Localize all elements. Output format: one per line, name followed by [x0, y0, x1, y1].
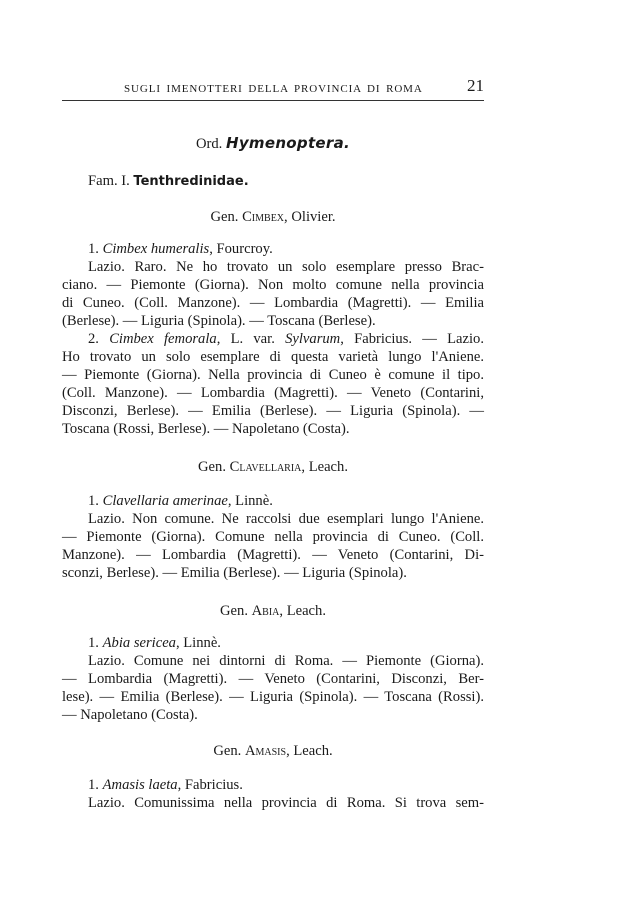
- species-name: Abia sericea: [102, 635, 176, 651]
- species-title: [88, 330, 484, 348]
- genus-prefix: Gen.: [213, 743, 242, 759]
- genus-prefix: Gen.: [210, 209, 239, 225]
- text-line: sconzi, Berlese). — Emilia (Berlese). — Liguria (Spinola).: [62, 565, 407, 581]
- text-line: ciano. — Piemonte (Giorna). Non molto comune nella provincia: [62, 277, 484, 293]
- text-line: Lazio. Raro. Ne ho trovato un solo esemplare presso Brac-: [88, 259, 484, 275]
- text-line: — Lombardia (Magretti). — Veneto (Contarini, Disconzi, Ber-: [62, 671, 484, 687]
- species-variety: Sylvarum: [285, 331, 341, 347]
- order-name: Hymenoptera.: [225, 134, 351, 152]
- order-heading: [62, 134, 484, 153]
- page-header: [62, 78, 484, 102]
- species-name: Amasis laeta: [102, 777, 178, 793]
- species-number: 1.: [88, 635, 99, 651]
- species-number: 2.: [88, 331, 99, 347]
- genus-name: Amasis: [244, 743, 287, 759]
- running-title: SUGLI IMENOTTERI DELLA PROVINCIA DI ROMA: [124, 83, 423, 95]
- genus-heading-abia: [62, 602, 484, 620]
- text-line: Lazio. Non comune. Ne raccolsi due esemplari lungo l'Aniene.: [88, 511, 484, 527]
- species-author: , Fabricius. — Lazio.: [340, 331, 484, 347]
- family-prefix: Fam. I.: [88, 173, 130, 189]
- genus-name: Cimbex: [242, 209, 285, 225]
- genus-author: , Olivier.: [284, 209, 336, 225]
- genus-prefix: Gen.: [198, 459, 226, 475]
- header-rule: [62, 100, 484, 101]
- genus-heading-cimbex: [62, 208, 484, 226]
- species-title: [88, 240, 510, 258]
- genus-name: Clavellaria: [229, 459, 302, 475]
- species-name: Cimbex femorala: [109, 331, 217, 347]
- text-line: Manzone). — Lombardia (Magretti). — Veneto (Contarini, Di-: [62, 547, 484, 563]
- genus-name: Abia: [251, 603, 280, 619]
- text-line: Lazio. Comunissima nella provincia di Roma. Si trova sem-: [88, 795, 484, 811]
- text-line: — Napoletano (Costa).: [62, 707, 198, 723]
- species-title: [88, 634, 510, 652]
- text-line: di Cuneo. (Coll. Manzone). — Lombardia (Magretti). — Emilia: [62, 295, 484, 311]
- species-number: 1.: [88, 493, 99, 509]
- family-name: Tenthredinidae.: [133, 174, 249, 189]
- genus-prefix: Gen.: [220, 603, 248, 619]
- species-author: , Fabricius.: [177, 777, 243, 793]
- family-heading: [88, 172, 510, 191]
- species-number: 1.: [88, 241, 99, 257]
- genus-heading-clavellaria: [62, 458, 484, 476]
- text-line: Toscana (Rossi, Berlese). — Napoletano (Costa).: [62, 421, 350, 437]
- species-author: , Linnè.: [227, 493, 273, 509]
- species-author: , Linnè.: [175, 635, 221, 651]
- species-author: , Fourcroy.: [209, 241, 273, 257]
- species-title: [88, 492, 510, 510]
- text-line: lese). — Emilia (Berlese). — Liguria (Spinola). — Toscana (Rossi).: [62, 689, 484, 705]
- text-line: (Coll. Manzone). — Lombardia (Magretti). — Veneto (Contarini,: [62, 385, 484, 401]
- text-line: — Piemonte (Giorna). Comune nella provincia di Cuneo. (Coll.: [62, 529, 484, 545]
- species-title: [88, 776, 510, 794]
- text-line: — Piemonte (Giorna). Nella provincia di Cuneo è comune il tipo.: [62, 367, 484, 383]
- genus-author: , Leach.: [301, 459, 348, 475]
- text-line: Disconzi, Berlese). — Emilia (Berlese). — Liguria (Spinola). —: [62, 403, 484, 419]
- species-name: Cimbex humeralis: [102, 241, 210, 257]
- text-line: (Berlese). — Liguria (Spinola). — Toscana (Berlese).: [62, 313, 376, 329]
- genus-author: , Leach.: [279, 603, 326, 619]
- species-middle: , L. var.: [216, 331, 286, 347]
- text-line: Ho trovato un solo esemplare di questa varietà lungo l'Aniene.: [62, 349, 484, 365]
- text-line: Lazio. Comune nei dintorni di Roma. — Piemonte (Giorna).: [88, 653, 484, 669]
- species-name: Clavellaria amerinae: [102, 493, 228, 509]
- order-prefix: Ord.: [195, 136, 223, 152]
- genus-author: , Leach.: [286, 743, 333, 759]
- genus-heading-amasis: [62, 742, 484, 760]
- species-number: 1.: [88, 777, 99, 793]
- page-number: 21: [467, 76, 484, 95]
